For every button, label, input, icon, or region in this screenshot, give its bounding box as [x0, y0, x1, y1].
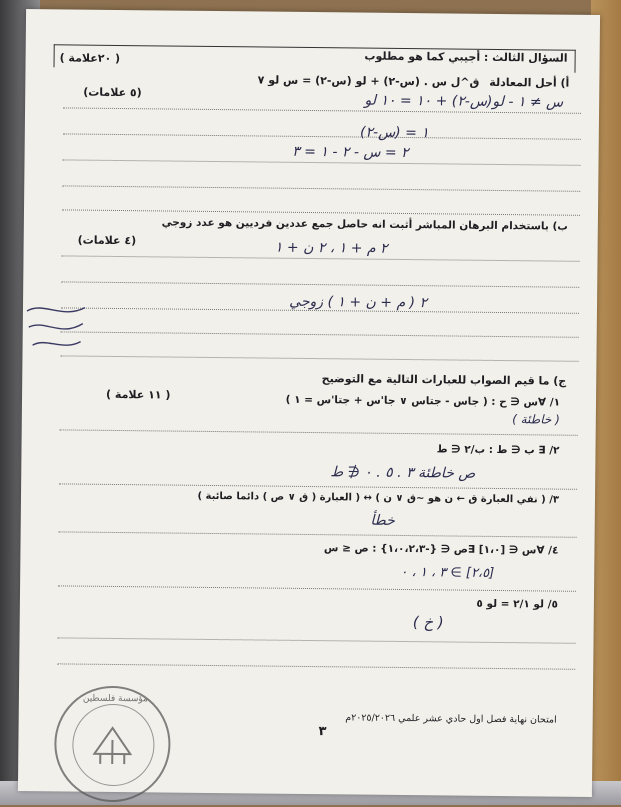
exam-sheet	[18, 9, 600, 797]
school-seal	[54, 685, 171, 802]
answer-line	[62, 255, 580, 261]
handwritten-answer: ( خاطئة )	[512, 412, 560, 427]
answer-line	[62, 209, 580, 215]
margin-scribble	[22, 297, 93, 358]
page-number: ٣	[318, 724, 327, 740]
question-b-marks: (٤ علامات)	[77, 233, 137, 248]
answer-line	[61, 331, 579, 337]
handwritten-answer: [٢،٥] ∋ ٣ ، ١ ، ٠	[400, 564, 495, 581]
handwritten-answer: ( خ )	[412, 613, 444, 632]
question-a-equation: ق^ل س . (س-٢) + لو (س-٢) = س لو ٧	[257, 73, 480, 89]
answer-line	[63, 159, 581, 165]
answer-line	[58, 585, 576, 591]
handwritten-answer: ٢ م + ١ ، ٢ ن + ١	[274, 239, 388, 257]
answer-line	[59, 483, 577, 489]
handwritten-answer: خطأ	[370, 512, 395, 529]
answer-line	[61, 281, 579, 287]
section-marks: ( ٢٠علامة )	[59, 51, 121, 66]
question-a-marks: (٥ علامات)	[83, 85, 142, 100]
handwritten-answer: ٢ = س - ٢ - ١ = ٣	[292, 143, 409, 162]
answer-line	[63, 133, 581, 139]
statement-1: ١/ ∀س ∈ ح : ( جاس - جتاس ∨ جا'س + جتا'س = ١ )	[285, 393, 561, 409]
handwritten-answer: س ≠ ١ - لو(س-٢) + ١٠ = ١٠ لو	[364, 92, 564, 111]
seal-text: مؤسسة فلسطين	[82, 693, 148, 705]
section-title: السؤال الثالث : أجيبي كما هو مطلوب	[364, 49, 568, 65]
question-c-marks: ( ١١ علامة )	[106, 387, 171, 402]
answer-line	[58, 637, 576, 643]
handwritten-answer: ١ = (س-٢)	[359, 124, 429, 142]
handwritten-answer: ص خاطئة ٣ . ٥ . ٠ ∉ ط	[330, 464, 476, 482]
answer-line	[57, 663, 575, 669]
question-b-prompt: ب) باستخدام البرهان المباشر أثبت انه حاصل جمع عددين فرديين هو عدد زوجي	[161, 216, 568, 233]
statement-2: ٢/ ∃ ب ∈ ط : ب/٢ ∈ ط	[436, 443, 560, 457]
answer-line	[59, 531, 577, 537]
statement-5: ٥/ لو ٢/١ = لو ٥	[476, 597, 558, 611]
statement-3: ٣/ ( نفي العبارة ق ← ن هو ~ق ∨ ن ) ↔ ( العبارة ( ق ∨ ص ) دائما صائبة )	[197, 490, 560, 506]
answer-line	[60, 355, 578, 361]
exam-footer-label: امتحان نهاية فصل اول حادي عشر علمي ٢٠٢٥/٢٠٢٦م	[345, 712, 557, 726]
handwritten-answer: ٢ ( م + ن + ١ ) زوجي	[289, 293, 428, 312]
answer-line	[60, 429, 578, 435]
question-c-prompt: ج) ما قيم الصواب للعبارات التالية مع التوضيح	[321, 372, 567, 388]
seal-emblem-icon	[56, 687, 169, 800]
question-a-prompt: أ) أحل المعادلة	[489, 75, 570, 90]
statement-4: ٤/ ∀س ∈ [١،٠] ∃ص ∈ {-١،٠،٢،٣} : ص ≤ س	[323, 542, 559, 557]
answer-line	[62, 185, 580, 191]
